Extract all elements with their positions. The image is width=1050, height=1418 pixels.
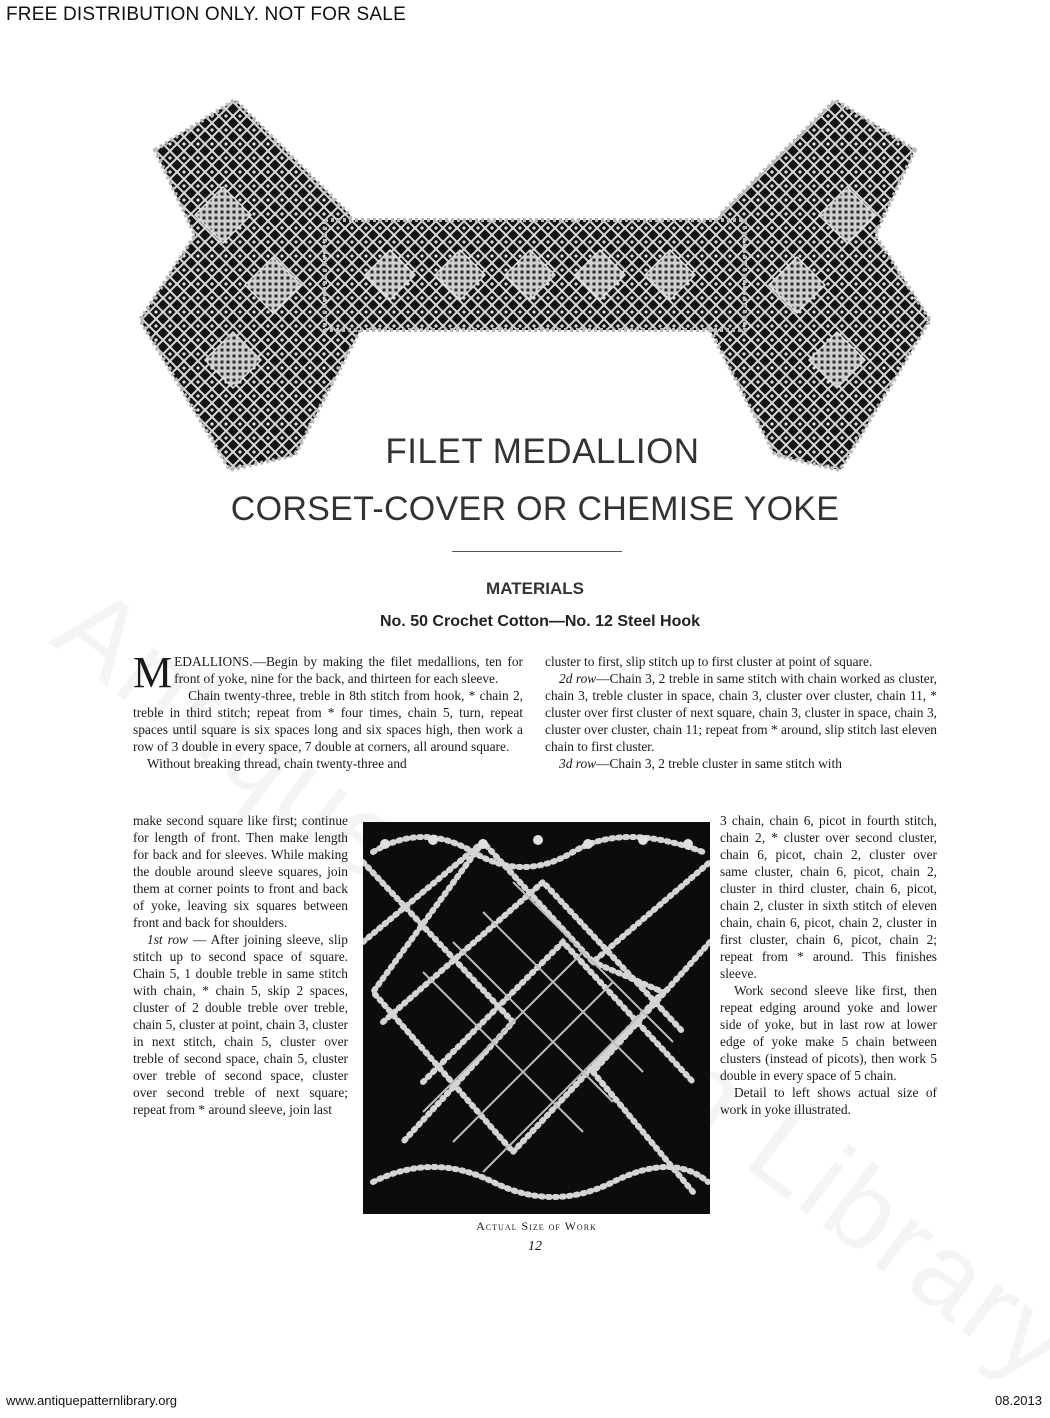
paragraph-chain: Chain twenty-three, treble in 8th stitch from hook, * chain 2, treble in third stitch; repeat from * four times, chain 5, turn, repeat spaces until square is six spaces long and six spaces high, then work a row of 3 double in every space, 7 double at corners, all around square. [133,688,523,754]
paragraph-without-breaking: Without breaking thread, chain twenty-three and [147,756,407,771]
medallions-lead: EDALLIONS. [174,654,253,669]
page-number: 12 [528,1239,542,1254]
lace-detail-image [363,822,710,1214]
paragraph-cluster: cluster to first, slip stitch up to first cluster at point of square. [545,654,873,669]
yoke-lace-illustration [135,95,935,475]
paragraph-second-sleeve: Work second sleeve like first, then repeat edging around yoke and lower side of yoke, but in last row at lower edge of yoke make 5 chain between clusters (instead of picots), then work 5 double in every space of 5 chain. [720,983,937,1083]
paragraph-third-row [545,755,937,772]
actual-size-photo [363,822,710,1214]
title-divider [452,551,622,552]
materials-heading: MATERIALS [486,579,584,598]
paragraph-detail: Detail to left shows actual size of work in yoke illustrated. [720,1085,937,1117]
paragraph-first-row [133,931,348,1118]
distribution-notice: FREE DISTRIBUTION ONLY. NOT FOR SALE [6,4,406,25]
body-column-left-top [133,648,523,772]
paragraph-second-square: make second square like first; continue for length of front. Then make length for back and for sleeves. While making the double around sleeve squares, join them at corner points to front and back of yoke, leaving six squares between front and back for shoulders. [133,813,348,930]
materials-list: No. 50 Crochet Cotton—No. 12 Steel Hook [379,613,701,630]
page-title: FILET MEDALLION [385,432,700,471]
page-subtitle: CORSET-COVER OR CHEMISE YOKE [230,490,840,528]
body-column-left-narrow [133,812,348,1118]
body-column-right-narrow [720,812,937,1118]
paragraph-medallions [133,648,523,697]
row-text: —Chain 3, 2 treble in same stitch with chain worked as cluster, chain 3, treble cluster in space, chain 3, cluster over cluster, chain 11, * cluster over first cluster of next square, chain 3, cluster in space, chain 3, cluster over cluster, chain 11; repeat from * around, slip stitch last eleven chain to first cluster. [545,671,937,754]
row-label: 1st row [147,932,188,947]
footer-url: www.antiquepatternlibrary.org [6,1393,178,1408]
paragraph-third-row-cont: 3 chain, chain 6, picot in fourth stitch, chain 2, * cluster over second cluster, chain 6, picot, chain 2, cluster over same cluster, chain 6, picot, chain 2, cluster in third cluster, chain 6, picot, chain 2, cluster in sixth stitch of eleven chain, chain 6, picot, chain 2, cluster in first cluster, chain 6, picot, chain 2; repeat from * around. This finishes sleeve. [720,813,937,981]
medallions-text: —Begin by making the filet medallions, ten for front of yoke, nine for the back, and thirteen for each sleeve. [174,654,523,686]
photo-caption: Actual Size of Work [476,1219,597,1233]
row-label: 3d row [559,756,597,771]
body-column-right-top [545,653,937,772]
drop-cap: M [133,648,173,697]
row-label: 2d row [559,671,597,686]
row-text: — After joining sleeve, slip stitch up to second space of square. Chain 5, 1 double treble in same stitch with chain, * chain 5, skip 2 spaces, cluster of 2 double treble over treble, chain 5, cluster at point, chain 3, cluster in next stitch, chain 5, cluster over treble of second space, chain 5, cluster over treble of second space, cluster over second treble of next square; repeat from * around sleeve, join last [133,932,348,1117]
row-text: —Chain 3, 2 treble cluster in same stitch with [596,756,842,771]
footer-date: 08.2013 [995,1393,1042,1408]
paragraph-second-row [545,670,937,755]
